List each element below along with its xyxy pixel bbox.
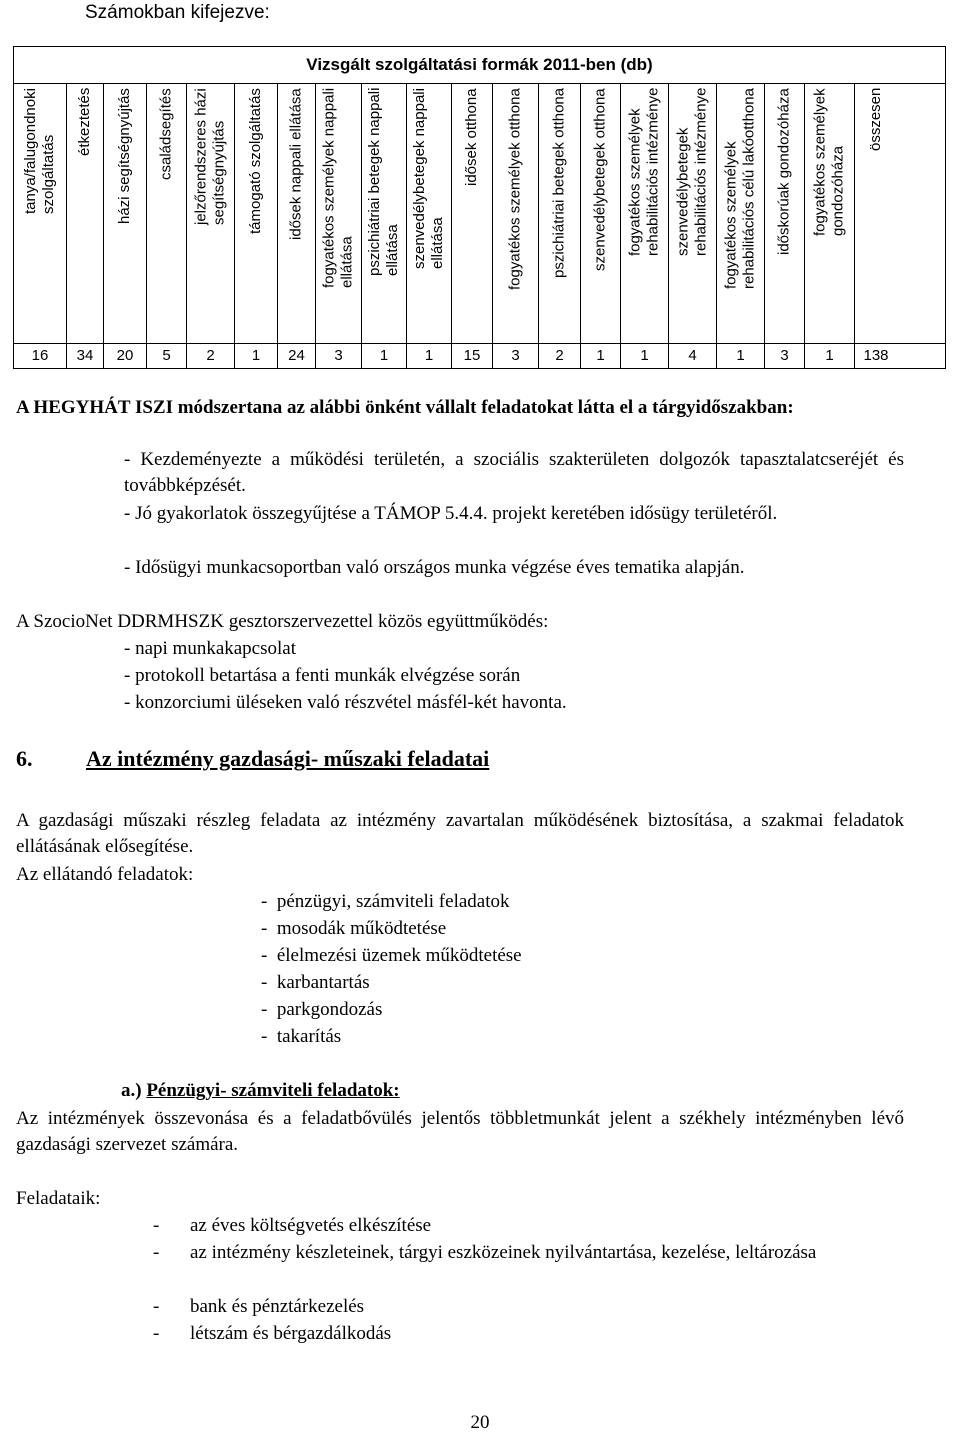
column-value: 1: [581, 344, 621, 368]
column-header: [147, 84, 187, 343]
column-header-label: pszichiátriai betegek nappali ellátása: [366, 88, 401, 277]
section-title: Az intézmény gazdasági- műszaki feladatai: [86, 746, 490, 771]
column-header: [855, 84, 897, 343]
column-header-label: családsegítés: [157, 88, 175, 180]
task-item: - karbantartás: [261, 972, 370, 993]
duty-dash: -: [153, 1323, 160, 1344]
duty-dash: -: [153, 1215, 160, 1236]
column-header: [805, 84, 855, 343]
column-value: 1: [235, 344, 278, 368]
hegyhat-item: - Jó gyakorlatok összegyűjtése a TÁMOP 5.4.4. projekt keretében idősügy területéről.: [124, 503, 778, 524]
column-header-label: szenvedélybetegek otthona: [591, 88, 609, 271]
column-header-label: házi segítségnyújtás: [116, 88, 133, 224]
column-header-label: időskorúak gondozóháza: [775, 88, 793, 255]
column-value: 24: [278, 344, 316, 368]
table-values-row: [14, 344, 945, 368]
table-header-row: [14, 84, 945, 344]
intro-label: Számokban kifejezve:: [85, 2, 270, 23]
table-title: Vizsgált szolgáltatási formák 2011-ben (db): [14, 47, 945, 84]
column-header-label: pszichiátriai betegek otthona: [550, 88, 568, 279]
duty-dash: -: [153, 1242, 160, 1263]
page-number: 20: [470, 1412, 490, 1433]
column-header-label: jelzőrendszeres házi segítségnyújtás: [192, 88, 228, 225]
column-value: 3: [765, 344, 805, 368]
column-value: 5: [147, 344, 187, 368]
column-header-label: szenvedélybetegek rehabilitációs intézménye: [674, 88, 710, 257]
section-6-heading: [16, 744, 489, 774]
column-header-label: fogyatékos személyek rehabilitációs intézménye: [626, 88, 662, 257]
hegyhat-heading: A HEGYHÁT ISZI módszertana az alábbi önként vállalt feladatokat látta el a tárgyidőszakban:: [16, 397, 794, 418]
task-item: - élelmezési üzemek működtetése: [261, 945, 522, 966]
column-value: 1: [805, 344, 855, 368]
szocionet-heading: A SzocioNet DDRMHSZK gesztorszervezettel közös együttműködés:: [16, 611, 549, 632]
szocionet-item: - protokoll betartása a fenti munkák elvégzése során: [124, 665, 521, 686]
column-header-label: étkeztetés: [76, 88, 93, 157]
section-6-paragraph: A gazdasági műszaki részleg feladata az intézmény zavartalan működésének biztosítása, a szakmai feladatok ellátásának elősegítése.: [16, 810, 904, 857]
column-value: 34: [67, 344, 104, 368]
column-header: [765, 84, 805, 343]
task-item: - mosodák működtetése: [261, 918, 447, 939]
column-value: 20: [104, 344, 147, 368]
subsection-number: a.): [121, 1080, 142, 1101]
column-header: [362, 84, 407, 343]
column-header: [104, 84, 147, 343]
column-value: 1: [717, 344, 765, 368]
column-header: [407, 84, 452, 343]
column-header-label: idősek otthona: [463, 88, 480, 186]
column-header: [581, 84, 621, 343]
column-header: [67, 84, 104, 343]
services-table: [13, 46, 946, 369]
column-header-label: fogyatékos személyek otthona: [506, 88, 524, 290]
column-value: 1: [407, 344, 452, 368]
szocionet-item: - napi munkakapcsolat: [124, 638, 297, 659]
column-header-label: összesen: [867, 88, 884, 152]
duty-item: az intézmény készleteinek, tárgyi eszközeinek nyilvántartása, kezelése, leltározása: [190, 1242, 817, 1263]
subsection-a-heading: [121, 1078, 400, 1104]
column-header: [187, 84, 235, 343]
column-header: [316, 84, 362, 343]
column-header: [14, 84, 67, 343]
column-value: 15: [452, 344, 493, 368]
column-header-label: fogyatékos személyek rehabilitációs célú lakóotthona: [722, 88, 758, 289]
task-item: - parkgondozás: [261, 999, 383, 1020]
section-number: 6.: [16, 746, 33, 771]
task-item: - takarítás: [261, 1026, 342, 1047]
hegyhat-item: - Kezdeményezte a működési területén, a szociális szakterületen dolgozók tapasztalatcseréjét és továbbképzését.: [124, 449, 904, 496]
column-value: 3: [493, 344, 539, 368]
column-header: [669, 84, 717, 343]
column-value: 1: [621, 344, 669, 368]
subsection-title: Pénzügyi- számviteli feladatok:: [146, 1080, 400, 1101]
szocionet-item: - konzorciumi üléseken való részvétel másfél-két havonta.: [124, 692, 567, 713]
column-value: 138: [863, 347, 889, 364]
column-header-label: tanya/falugondnoki szolgáltatás: [22, 88, 57, 214]
column-value: 2: [187, 344, 235, 368]
column-header-label: szenvedélybetegek nappali ellátása: [411, 88, 446, 269]
column-header-label: támogató szolgáltatás: [247, 88, 264, 234]
duties-label: Feladataik:: [16, 1188, 101, 1209]
column-value: 1: [362, 344, 407, 368]
column-header-label: fogyatékos személyek nappali ellátása: [320, 88, 356, 289]
column-header: [278, 84, 316, 343]
column-header: [539, 84, 581, 343]
tasks-label: Az ellátandó feladatok:: [16, 864, 194, 885]
column-header: [621, 84, 669, 343]
column-header: [493, 84, 539, 343]
duty-item: az éves költségvetés elkészítése: [190, 1215, 432, 1236]
hegyhat-item: - Idősügyi munkacsoportban való országos munka végzése éves tematika alapján.: [124, 557, 745, 578]
column-value: 3: [316, 344, 362, 368]
column-value: 2: [539, 344, 581, 368]
task-item: - pénzügyi, számviteli feladatok: [261, 891, 510, 912]
column-header-label: idősek nappali ellátása: [287, 88, 305, 240]
column-value: 4: [669, 344, 717, 368]
column-header: [235, 84, 278, 343]
duty-dash: -: [153, 1296, 160, 1317]
column-header: [717, 84, 765, 343]
column-header: [452, 84, 493, 343]
subsection-a-paragraph: Az intézmények összevonása és a feladatbővülés jelentős többletmunkát jelent a székhely intézményben lévő gazdasági szervezet számára.: [16, 1108, 904, 1155]
column-value: 16: [14, 344, 67, 368]
duty-item: bank és pénztárkezelés: [190, 1296, 365, 1317]
column-header-label: fogyatékos személyek gondozóháza: [811, 88, 847, 236]
duty-item: létszám és bérgazdálkodás: [190, 1323, 392, 1344]
